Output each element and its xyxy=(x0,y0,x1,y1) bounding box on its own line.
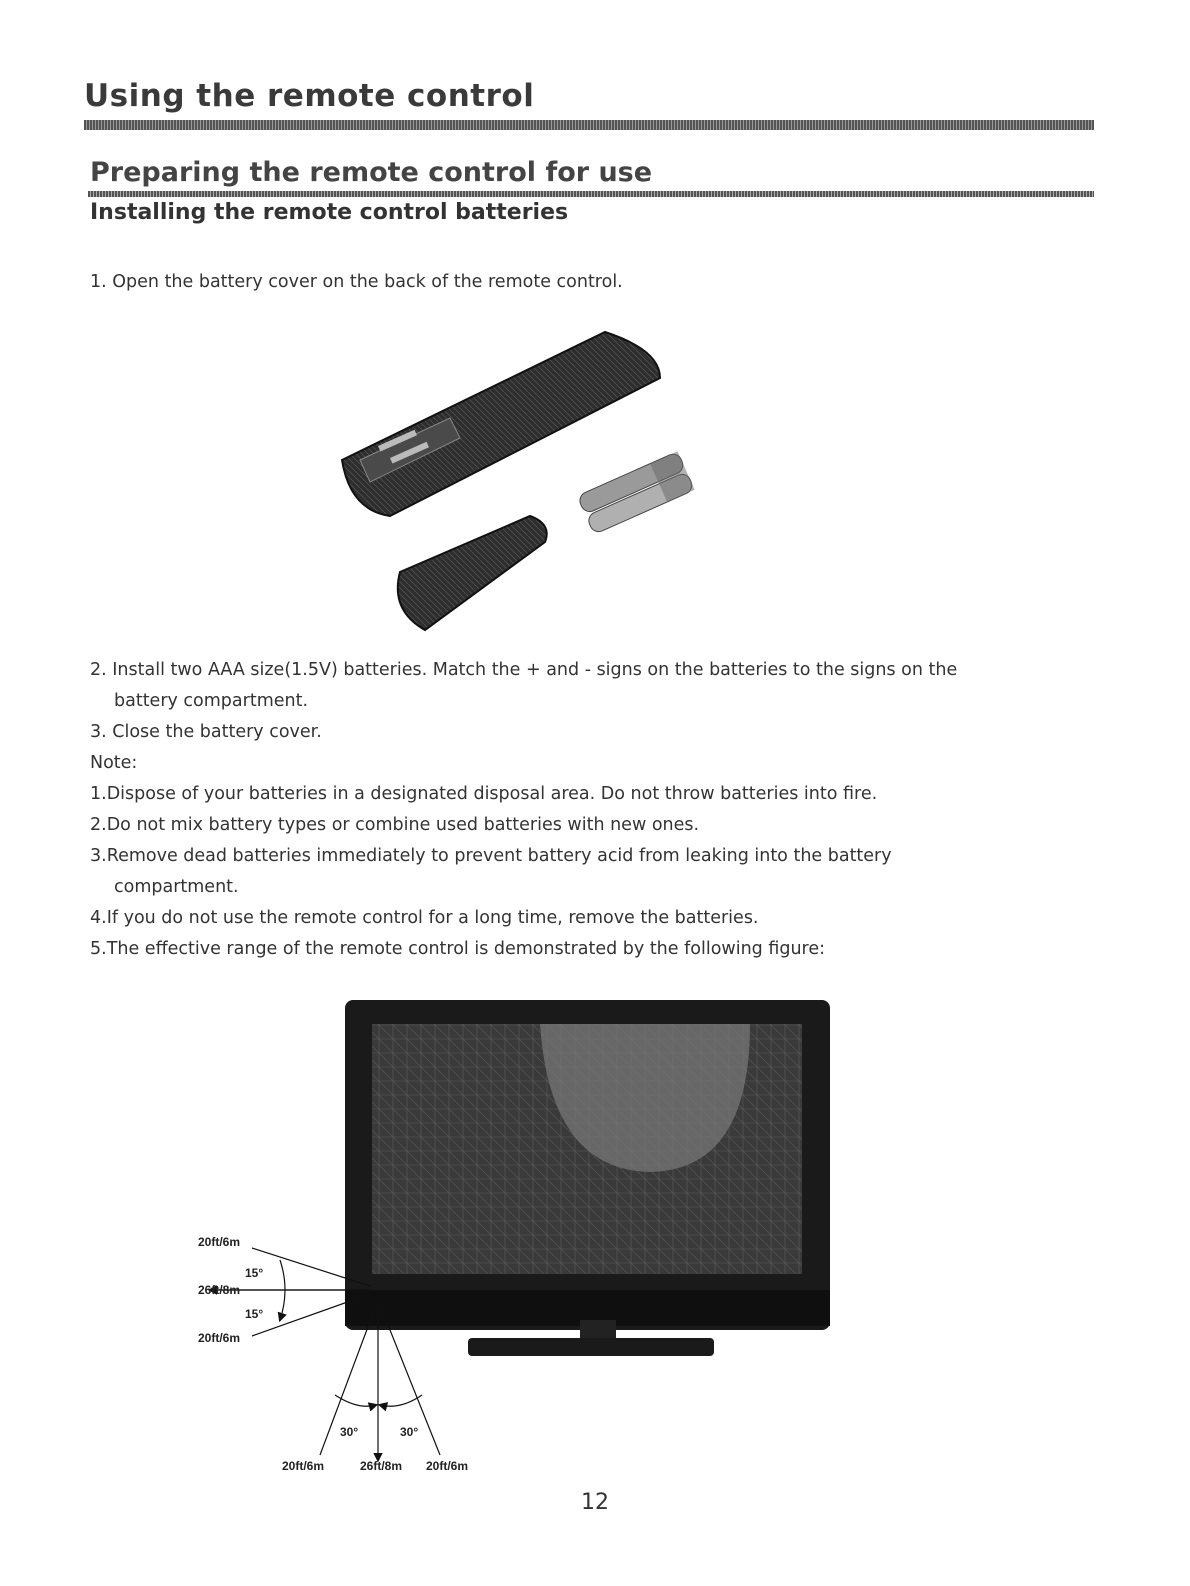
tv-set xyxy=(345,1000,830,1356)
range-label-left-bottom: 20ft/6m xyxy=(198,1331,241,1345)
step-3: 3. Close the battery cover. xyxy=(90,722,322,742)
range-label-left-mid: 26ft/8m xyxy=(198,1283,241,1297)
note-5: 5.The effective range of the remote control is demonstrated by the following figure: xyxy=(90,939,826,959)
range-label-bottom-left: 20ft/6m xyxy=(282,1459,325,1473)
note-3: 3.Remove dead batteries immediately to prevent battery acid from leaking into the battery xyxy=(90,846,892,866)
title-rule xyxy=(84,120,1094,130)
note-1: 1.Dispose of your batteries in a designated disposal area. Do not throw batteries into fire. xyxy=(90,784,878,804)
page-title: Using the remote control xyxy=(84,78,535,114)
remote-battery-illustration xyxy=(330,320,730,650)
section-title: Preparing the remote control for use xyxy=(90,157,653,188)
note-4: 4.If you do not use the remote control for a long time, remove the batteries. xyxy=(90,908,759,928)
battery-cover xyxy=(398,516,547,630)
step-2-continued: battery compartment. xyxy=(114,691,309,711)
note-3-continued: compartment. xyxy=(114,877,239,897)
section-rule xyxy=(88,191,1094,197)
note-label: Note: xyxy=(90,753,138,773)
tv-range-figure xyxy=(190,990,850,1480)
angle-label-bottom-right: 30° xyxy=(400,1425,419,1439)
range-label-bottom-right: 20ft/6m xyxy=(426,1459,469,1473)
step-2: 2. Install two AAA size(1.5V) batteries. Match the + and - signs on the batteries to the signs on the xyxy=(90,660,958,680)
range-label-left-top: 20ft/6m xyxy=(198,1235,241,1249)
note-2: 2.Do not mix battery types or combine used batteries with new ones. xyxy=(90,815,700,835)
angle-label-left-top: 15° xyxy=(245,1266,264,1280)
step-1: 1. Open the battery cover on the back of the remote control. xyxy=(90,272,623,292)
angle-label-bottom-left: 30° xyxy=(340,1425,359,1439)
page-number: 12 xyxy=(581,1490,609,1515)
range-label-bottom-mid: 26ft/8m xyxy=(360,1459,403,1473)
section-subtitle: Installing the remote control batteries xyxy=(90,200,569,225)
battery-pair xyxy=(577,451,695,534)
angle-label-left-bottom: 15° xyxy=(245,1307,264,1321)
